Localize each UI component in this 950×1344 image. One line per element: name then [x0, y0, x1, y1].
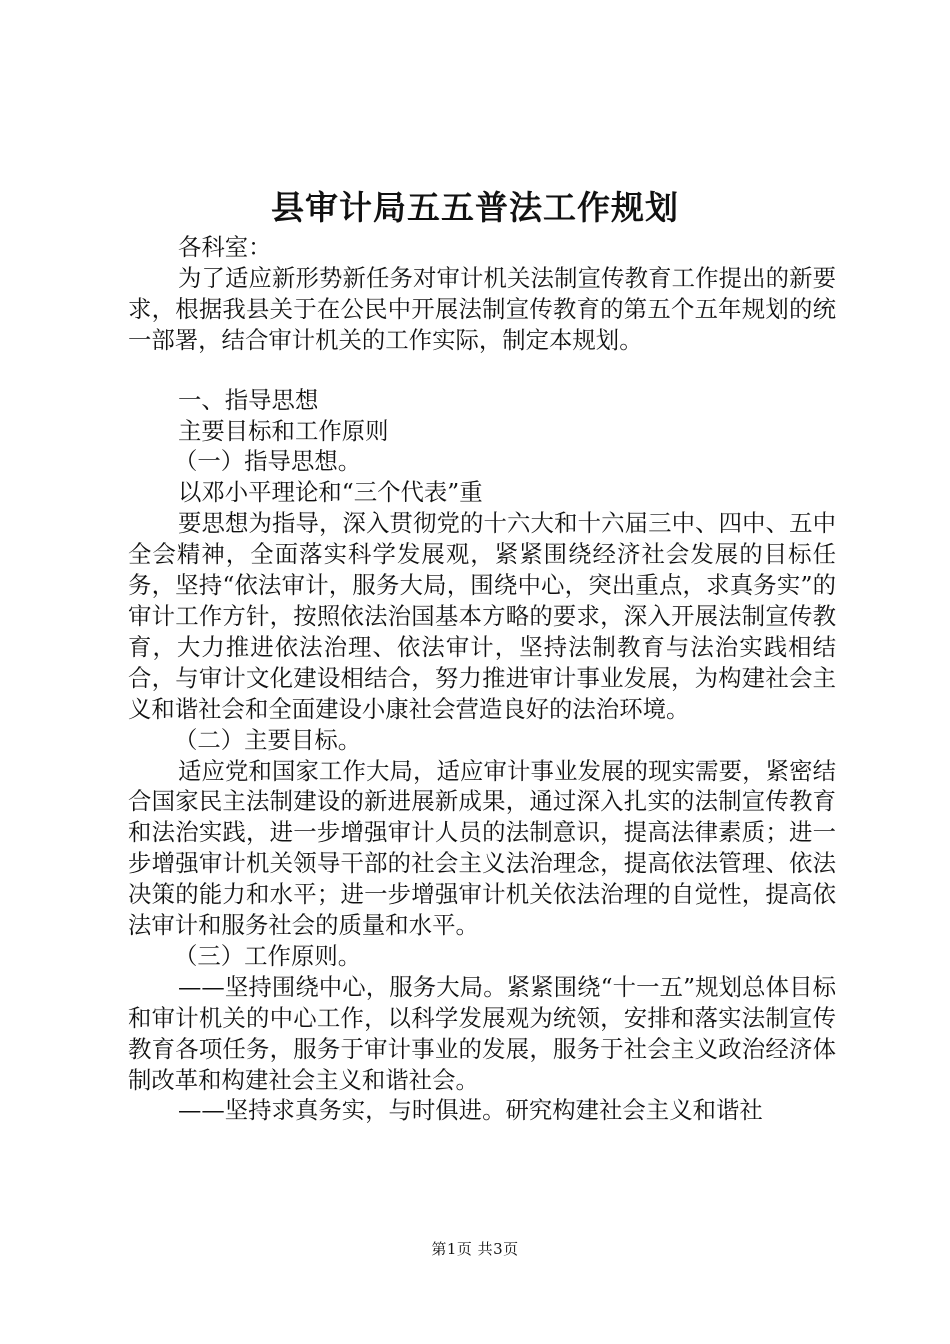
subsection-heading: （二）主要目标。: [174, 725, 362, 754]
body-paragraph: 要思想为指导，深入贯彻党的十六大和十六届三中、四中、五中全会精神，全面落实科学发展观，紧紧围绕经济社会发展的目标任务，坚持“依法审计，服务大局，围绕中心，突出重点，求真务实”的审计工作方针，按照依法治国基本方略的要求，深入开展法制宣传教育，大力推进依法治理、依法审计，坚持法制教育与法治实践相结合，与审计文化建设相结合，努力推进审计事业发展，为构建社会主义和谐社会和全面建设小康社会营造良好的法治环境。: [128, 509, 836, 723]
document-body: [128, 232, 836, 1126]
document-title: 县审计局五五普法工作规划: [271, 188, 679, 227]
section-heading: 一、指导思想: [178, 385, 319, 414]
paragraph-spacer: [128, 356, 836, 385]
body-paragraph: 以邓小平理论和“三个代表”重: [178, 478, 483, 507]
subsection-heading: （一）指导思想。: [174, 447, 362, 476]
body-paragraph: ——坚持围绕中心，服务大局。紧紧围绕“十一五”规划总体目标和审计机关的中心工作，以科学发展观为统领，安排和落实法制宣传教育各项任务，服务于审计事业的发展，服务于社会主义政治经济体制改革和构建社会主义和谐社会。: [128, 972, 836, 1094]
body-paragraph: 适应党和国家工作大局，适应审计事业发展的现实需要，紧密结合国家民主法制建设的新进展新成果，通过深入扎实的法制宣传教育和法治实践，进一步增强审计人员的法制意识，提高法律素质；进一步增强审计机关领导干部的社会主义法治理念，提高依法管理、依法决策的能力和水平；进一步增强审计机关依法治理的自觉性，提高依法审计和服务社会的质量和水平。: [128, 756, 836, 940]
subsection-heading: （三）工作原则。: [174, 941, 362, 970]
body-paragraph: ——坚持求真务实，与时俱进。研究构建社会主义和谐社: [178, 1096, 763, 1125]
section-subheading: 主要目标和工作原则: [178, 416, 389, 445]
page-number-footer: 第1页 共3页: [431, 1240, 519, 1258]
intro-paragraph: 为了适应新形势新任务对审计机关法制宣传教育工作提出的新要求，根据我县关于在公民中开展法制宣传教育的第五个五年规划的统一部署，结合审计机关的工作实际，制定本规划。: [128, 263, 836, 354]
salutation: 各科室：: [178, 233, 272, 261]
